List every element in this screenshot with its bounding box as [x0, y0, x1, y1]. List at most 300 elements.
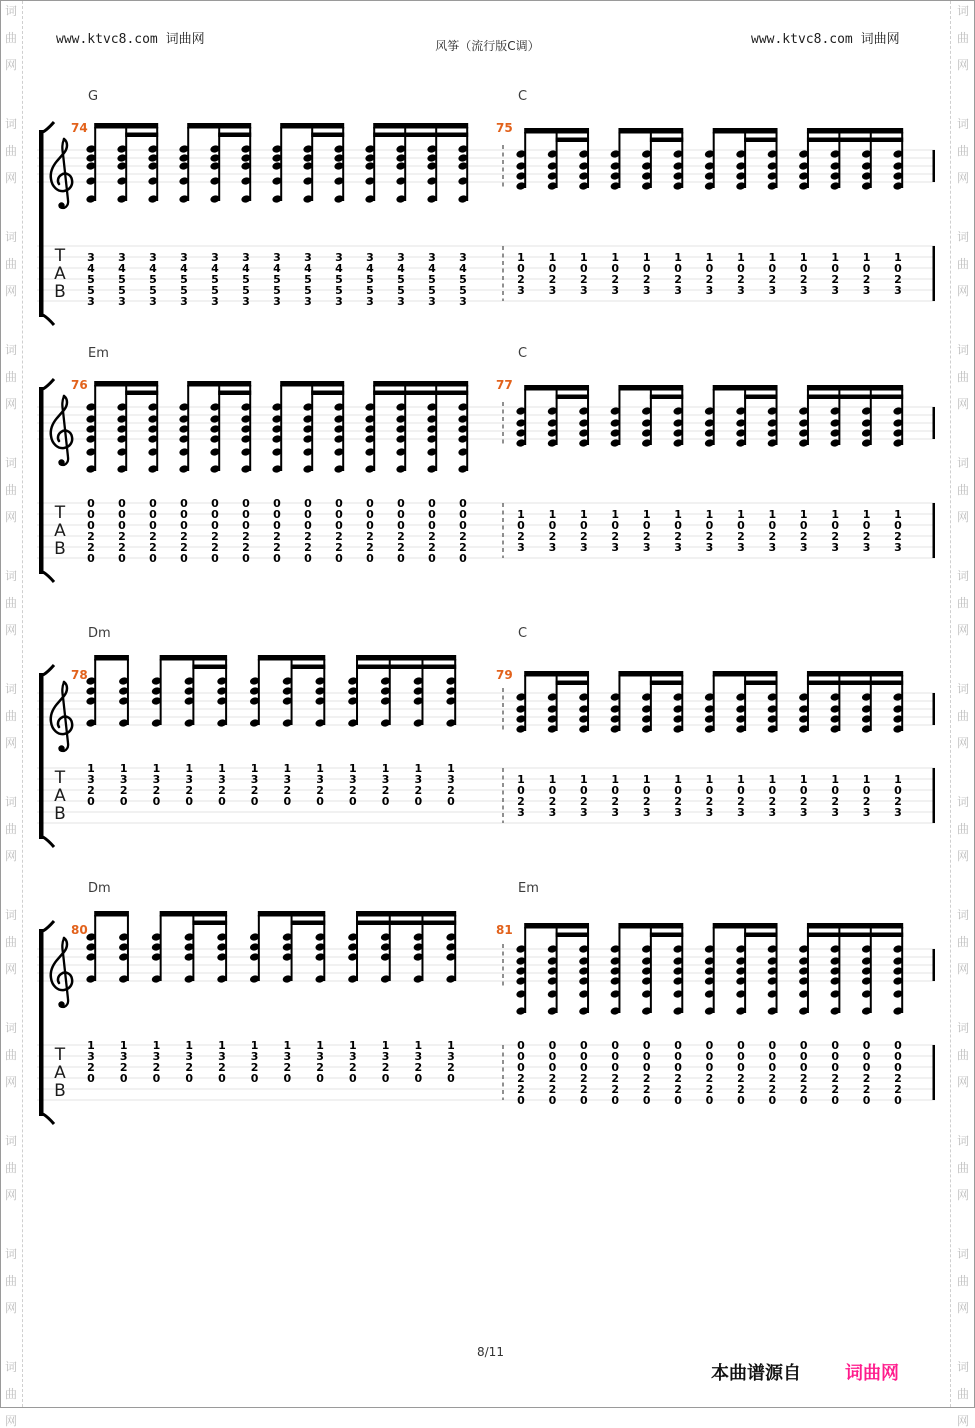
note-column — [893, 675, 904, 819]
tab-fret-number: 0 — [737, 1050, 745, 1063]
tab-fret-number: 0 — [397, 497, 405, 510]
tab-fret-number: 1 — [862, 508, 871, 521]
beam — [524, 671, 589, 677]
note-column — [413, 659, 424, 808]
tab-fret-number: 4 — [397, 262, 405, 275]
tab-fret-number: 0 — [218, 795, 226, 808]
tab-fret-number: 0 — [414, 795, 423, 808]
tab-fret-number: 0 — [149, 552, 157, 565]
measure-number: 75 — [496, 121, 513, 135]
tab-fret-number: 3 — [737, 806, 745, 819]
tab-fret-number: 2 — [674, 273, 682, 286]
tab-fret-number: 1 — [799, 773, 808, 786]
note-column — [210, 385, 221, 565]
tab-fret-number: 0 — [366, 497, 374, 510]
measure-number: 80 — [71, 923, 88, 937]
tab-fret-number: 3 — [152, 773, 161, 786]
beam — [713, 671, 778, 677]
tab-fret-number: 5 — [180, 284, 188, 297]
beam — [807, 923, 903, 929]
beam — [280, 123, 344, 129]
note-column — [303, 385, 314, 565]
tab-fret-number: 0 — [580, 784, 588, 797]
tab-fret-number: 0 — [705, 1094, 714, 1107]
tab-fret-number: 0 — [580, 262, 588, 275]
tab-fret-number: 2 — [580, 273, 588, 286]
tab-fret-number: 5 — [211, 273, 219, 286]
tab-fret-number: 0 — [316, 1072, 324, 1085]
tab-fret-number: 3 — [674, 284, 682, 297]
measure-number: 74 — [71, 121, 88, 135]
watermark-char: 词 — [4, 1021, 17, 1035]
beam — [94, 911, 129, 917]
tab-fret-number: 2 — [894, 1083, 902, 1096]
note-column — [396, 127, 407, 308]
tab-fret-number: 2 — [381, 1061, 390, 1074]
beam — [618, 923, 683, 929]
tab-fret-number: 0 — [580, 1039, 588, 1052]
tab-fret-number: 3 — [152, 1050, 161, 1063]
watermark-char: 曲 — [956, 257, 969, 271]
chord-label: C — [518, 626, 528, 641]
beam-16th — [311, 391, 344, 396]
tab-fret-number: 3 — [397, 295, 405, 308]
tab-fret-number: 1 — [580, 251, 588, 264]
tab-fret-number: 0 — [642, 1094, 651, 1107]
watermark-char: 网 — [956, 171, 969, 185]
note-column — [767, 389, 778, 554]
tab-fret-number: 3 — [180, 295, 188, 308]
tab-fret-number: 3 — [459, 251, 467, 264]
tab-fret-number: 0 — [87, 497, 95, 510]
note-column — [578, 675, 589, 819]
tab-fret-number: 0 — [87, 795, 95, 808]
beam — [160, 655, 227, 661]
tab-fret-number: 5 — [397, 273, 405, 286]
note-column — [516, 927, 527, 1107]
note-column — [86, 127, 97, 308]
watermark-char: 词 — [956, 1247, 969, 1261]
watermark-char: 曲 — [4, 370, 17, 384]
tab-fret-number: 0 — [862, 1039, 871, 1052]
tab-fret-number: 1 — [517, 508, 525, 521]
note-column — [118, 915, 129, 1085]
watermark-char: 网 — [4, 284, 17, 298]
tab-fret-number: 0 — [459, 508, 467, 521]
tab-fret-number: 2 — [447, 1061, 455, 1074]
tab-fret-number: 2 — [87, 1061, 95, 1074]
tab-fret-number: 2 — [705, 795, 714, 808]
watermark-char: 词 — [956, 230, 969, 244]
tab-fret-number: 5 — [273, 284, 281, 297]
tab-fret-number: 0 — [674, 1039, 682, 1052]
tab-fret-number: 1 — [611, 251, 620, 264]
tab-fret-number: 0 — [611, 784, 620, 797]
beam — [94, 381, 158, 387]
note-column — [830, 675, 841, 819]
tab-staff-label: B — [54, 282, 66, 302]
note-column — [547, 675, 558, 819]
tab-fret-number: 1 — [381, 762, 390, 775]
tab-fret-number: 3 — [428, 251, 436, 264]
tab-fret-number: 2 — [119, 784, 128, 797]
note-column — [861, 675, 872, 819]
tab-fret-number: 1 — [348, 1039, 357, 1052]
watermark-char: 网 — [4, 1414, 17, 1428]
tab-fret-number: 0 — [611, 1039, 620, 1052]
watermark-char: 曲 — [4, 1274, 17, 1288]
note-column — [704, 927, 715, 1107]
note-column — [303, 127, 314, 308]
beam — [280, 381, 344, 387]
tab-fret-number: 0 — [548, 1050, 557, 1063]
tab-fret-number: 0 — [180, 497, 188, 510]
tab-fret-number: 5 — [428, 273, 436, 286]
tab-fret-number: 2 — [348, 784, 357, 797]
beam-16th — [373, 133, 468, 138]
tab-fret-number: 3 — [119, 773, 128, 786]
tab-fret-number: 0 — [211, 508, 219, 521]
tab-fret-number: 0 — [705, 519, 714, 532]
note-column — [830, 132, 841, 297]
tab-fret-number: 0 — [283, 1072, 292, 1085]
beam — [258, 655, 325, 661]
measure-76 — [71, 346, 468, 565]
tab-fret-number: 0 — [831, 1061, 839, 1074]
tab-fret-number: 1 — [517, 773, 525, 786]
beam-16th — [556, 933, 589, 938]
tab-fret-number: 0 — [642, 1050, 651, 1063]
measure-number: 77 — [496, 378, 513, 392]
tab-fret-number: 3 — [705, 806, 714, 819]
tab-fret-number: 0 — [250, 1072, 259, 1085]
tab-fret-number: 1 — [894, 508, 902, 521]
tab-fret-number: 1 — [119, 1039, 128, 1052]
watermark-char: 网 — [4, 736, 17, 750]
beam — [373, 381, 468, 387]
watermark-char: 曲 — [956, 1387, 969, 1401]
tab-fret-number: 3 — [737, 541, 745, 554]
beam-16th — [807, 395, 903, 400]
beam — [94, 655, 129, 661]
tab-fret-number: 0 — [180, 519, 188, 532]
tab-fret-number: 0 — [674, 519, 682, 532]
tab-fret-number: 2 — [273, 530, 281, 543]
tab-fret-number: 0 — [580, 1094, 588, 1107]
system-3 — [37, 626, 935, 847]
tab-fret-number: 1 — [348, 762, 357, 775]
tab-fret-number: 2 — [118, 530, 126, 543]
note-column — [249, 659, 260, 808]
tab-fret-number: 3 — [768, 284, 777, 297]
beam-16th — [218, 133, 251, 138]
tab-fret-number: 2 — [768, 1083, 777, 1096]
tab-fret-number: 2 — [642, 530, 651, 543]
tab-fret-number: 2 — [316, 784, 324, 797]
watermark-char: 曲 — [956, 144, 969, 158]
tab-fret-number: 0 — [580, 1050, 588, 1063]
tab-fret-number: 2 — [642, 1072, 651, 1085]
tab-fret-number: 0 — [894, 1039, 902, 1052]
beam — [618, 385, 683, 391]
tab-fret-number: 3 — [381, 773, 390, 786]
tab-fret-number: 3 — [366, 251, 374, 264]
tab-fret-number: 0 — [118, 497, 126, 510]
tab-fret-number: 1 — [737, 508, 745, 521]
tab-fret-number: 3 — [894, 541, 902, 554]
tab-fret-number: 0 — [548, 1061, 557, 1074]
beam-16th — [807, 138, 903, 143]
system-bracket — [39, 929, 44, 1116]
tab-fret-number: 2 — [831, 273, 839, 286]
system-bracket — [39, 673, 44, 839]
tab-fret-number: 2 — [152, 1061, 161, 1074]
tab-fret-number: 3 — [862, 284, 871, 297]
note-column — [735, 927, 746, 1107]
tab-fret-number: 2 — [459, 530, 467, 543]
tab-fret-number: 5 — [459, 284, 467, 297]
tab-fret-number: 5 — [180, 273, 188, 286]
final-barline — [933, 407, 936, 439]
tab-fret-number: 3 — [548, 806, 557, 819]
beam-16th — [373, 391, 468, 396]
tab-fret-number: 1 — [316, 1039, 324, 1052]
note-column — [516, 389, 527, 554]
tab-fret-number: 0 — [397, 508, 405, 521]
tab-fret-number: 3 — [894, 284, 902, 297]
beam-16th — [807, 933, 903, 938]
tab-fret-number: 0 — [366, 519, 374, 532]
system-bracket — [39, 130, 44, 317]
watermark-char: 网 — [4, 58, 17, 72]
tab-fret-number: 5 — [242, 284, 250, 297]
tab-fret-number: 0 — [799, 1039, 808, 1052]
tab-fret-number: 2 — [447, 784, 455, 797]
tab-fret-number: 3 — [447, 773, 455, 786]
watermark-char: 词 — [4, 1134, 17, 1148]
watermark-char: 网 — [956, 284, 969, 298]
tab-fret-number: 3 — [283, 773, 292, 786]
tab-fret-number: 0 — [894, 1050, 902, 1063]
watermark-char: 网 — [956, 1188, 969, 1202]
tab-fret-number: 3 — [831, 806, 839, 819]
watermark-char: 曲 — [4, 257, 17, 271]
tab-fret-number: 4 — [335, 262, 343, 275]
tab-fret-number: 5 — [304, 273, 312, 286]
watermark-char: 网 — [4, 623, 17, 637]
beam — [524, 385, 589, 391]
tab-fret-number: 2 — [674, 795, 682, 808]
tab-fret-number: 0 — [831, 1039, 839, 1052]
tab-fret-number: 2 — [381, 784, 390, 797]
beam-16th — [356, 665, 456, 670]
tab-fret-number: 0 — [185, 795, 194, 808]
final-barline — [933, 150, 936, 182]
watermark-char: 网 — [4, 1075, 17, 1089]
watermark-char: 网 — [956, 1075, 969, 1089]
measure-75 — [496, 89, 903, 301]
tab-fret-number: 3 — [642, 284, 651, 297]
tab-fret-number: 2 — [304, 530, 312, 543]
beam — [807, 385, 903, 391]
note-column — [641, 927, 652, 1107]
tab-fret-number: 0 — [799, 1050, 808, 1063]
note-column — [282, 659, 293, 808]
tab-fret-number: 3 — [705, 541, 714, 554]
tab-fret-number: 1 — [705, 508, 714, 521]
watermark-char: 网 — [4, 510, 17, 524]
tab-fret-number: 2 — [335, 541, 343, 554]
chord-label: C — [518, 89, 528, 104]
tab-fret-number: 0 — [447, 1072, 455, 1085]
tab-fret-number: 0 — [862, 1050, 871, 1063]
tab-fret-number: 0 — [459, 497, 467, 510]
note-column — [830, 927, 841, 1107]
tab-fret-number: 0 — [273, 519, 281, 532]
tab-fret-number: 2 — [218, 1061, 226, 1074]
final-barline — [933, 949, 936, 981]
tab-fret-number: 1 — [447, 1039, 455, 1052]
chord-label: G — [88, 89, 99, 104]
note-column — [86, 385, 97, 565]
tab-fret-number: 1 — [642, 773, 651, 786]
tab-fret-number: 5 — [87, 284, 95, 297]
tab-fret-number: 2 — [705, 530, 714, 543]
tab-fret-number: 4 — [87, 262, 95, 275]
note-column — [798, 389, 809, 554]
watermark-char: 词 — [4, 343, 17, 357]
tab-fret-number: 0 — [768, 262, 777, 275]
watermark-char: 词 — [4, 4, 17, 18]
note-column — [673, 675, 684, 819]
tab-fret-number: 3 — [250, 773, 259, 786]
tab-fret-number: 2 — [397, 541, 405, 554]
note-column — [704, 389, 715, 554]
tab-fret-number: 2 — [799, 1083, 808, 1096]
tab-fret-number: 0 — [149, 508, 157, 521]
tab-fret-number: 4 — [149, 262, 157, 275]
tab-fret-number: 2 — [799, 1072, 808, 1085]
tab-fret-number: 0 — [517, 1050, 525, 1063]
tab-fret-number: 0 — [768, 1039, 777, 1052]
tab-fret-number: 2 — [799, 273, 808, 286]
watermark-char: 词 — [4, 117, 17, 131]
tab-fret-number: 5 — [366, 284, 374, 297]
tab-fret-number: 2 — [580, 530, 588, 543]
tab-fret-number: 0 — [428, 519, 436, 532]
tab-fret-number: 1 — [642, 251, 651, 264]
tab-fret-number: 2 — [768, 1072, 777, 1085]
tab-fret-number: 0 — [674, 1050, 682, 1063]
tab-fret-number: 1 — [737, 773, 745, 786]
tab-fret-number: 3 — [119, 1050, 128, 1063]
chord-label: Em — [518, 881, 539, 896]
note-column — [767, 132, 778, 297]
tab-fret-number: 0 — [768, 1061, 777, 1074]
note-column — [673, 132, 684, 297]
tab-fret-number: 3 — [149, 251, 157, 264]
tab-fret-number: 5 — [118, 273, 126, 286]
beam — [618, 128, 683, 134]
tab-fret-number: 5 — [366, 273, 374, 286]
watermark-char: 词 — [956, 456, 969, 470]
beam-16th — [650, 681, 683, 686]
tab-fret-number: 0 — [705, 262, 714, 275]
tab-fret-number: 3 — [674, 806, 682, 819]
tab-fret-number: 1 — [414, 1039, 423, 1052]
tab-fret-number: 0 — [642, 519, 651, 532]
beam-16th — [650, 138, 683, 143]
tab-fret-number: 3 — [768, 541, 777, 554]
tab-fret-number: 0 — [152, 795, 161, 808]
note-column — [241, 385, 252, 565]
tab-fret-number: 2 — [180, 530, 188, 543]
tab-fret-number: 1 — [250, 1039, 259, 1052]
tab-fret-number: 3 — [517, 806, 525, 819]
tab-fret-number: 3 — [185, 1050, 194, 1063]
footer-source-text: 本曲谱源自 — [711, 1363, 801, 1384]
note-column — [347, 659, 358, 808]
beam — [160, 911, 227, 917]
tab-fret-number: 0 — [611, 1061, 620, 1074]
tab-fret-number: 1 — [768, 508, 777, 521]
tab-fret-number: 2 — [831, 1083, 839, 1096]
footer-brand-link[interactable]: 词曲网 — [845, 1363, 899, 1384]
tab-fret-number: 3 — [316, 1050, 324, 1063]
tab-fret-number: 0 — [611, 519, 620, 532]
tab-fret-number: 3 — [118, 295, 126, 308]
tab-fret-number: 0 — [737, 1061, 745, 1074]
tab-fret-number: 3 — [211, 251, 219, 264]
note-column — [272, 127, 283, 308]
tab-fret-number: 0 — [548, 784, 557, 797]
tab-fret-number: 2 — [459, 541, 467, 554]
tab-fret-number: 3 — [118, 251, 126, 264]
tab-fret-number: 2 — [799, 795, 808, 808]
tab-fret-number: 0 — [273, 508, 281, 521]
tab-fret-number: 3 — [397, 251, 405, 264]
tab-fret-number: 2 — [87, 784, 95, 797]
tab-staff-label: A — [54, 264, 66, 284]
tab-fret-number: 0 — [283, 795, 292, 808]
tab-fret-number: 0 — [517, 262, 525, 275]
note-column — [315, 659, 326, 808]
watermark-char: 词 — [956, 343, 969, 357]
tab-fret-number: 2 — [674, 1072, 682, 1085]
tab-fret-number: 2 — [397, 530, 405, 543]
watermark-char: 曲 — [4, 1048, 17, 1062]
tab-fret-number: 1 — [674, 508, 682, 521]
tab-fret-number: 0 — [118, 519, 126, 532]
note-column — [249, 915, 260, 1085]
chord-label: Em — [88, 346, 109, 361]
tab-fret-number: 2 — [580, 1072, 588, 1085]
tab-fret-number: 1 — [831, 508, 839, 521]
tab-fret-number: 0 — [180, 508, 188, 521]
tab-fret-number: 1 — [119, 762, 128, 775]
note-column — [547, 927, 558, 1107]
tab-fret-number: 3 — [548, 541, 557, 554]
tab-fret-number: 0 — [87, 508, 95, 521]
tab-fret-number: 2 — [414, 1061, 423, 1074]
tab-fret-number: 3 — [218, 773, 226, 786]
tab-fret-number: 0 — [642, 262, 651, 275]
beam — [373, 123, 468, 129]
tab-fret-number: 0 — [674, 1094, 682, 1107]
note-column — [578, 389, 589, 554]
tab-fret-number: 1 — [894, 773, 902, 786]
tab-fret-number: 0 — [335, 508, 343, 521]
